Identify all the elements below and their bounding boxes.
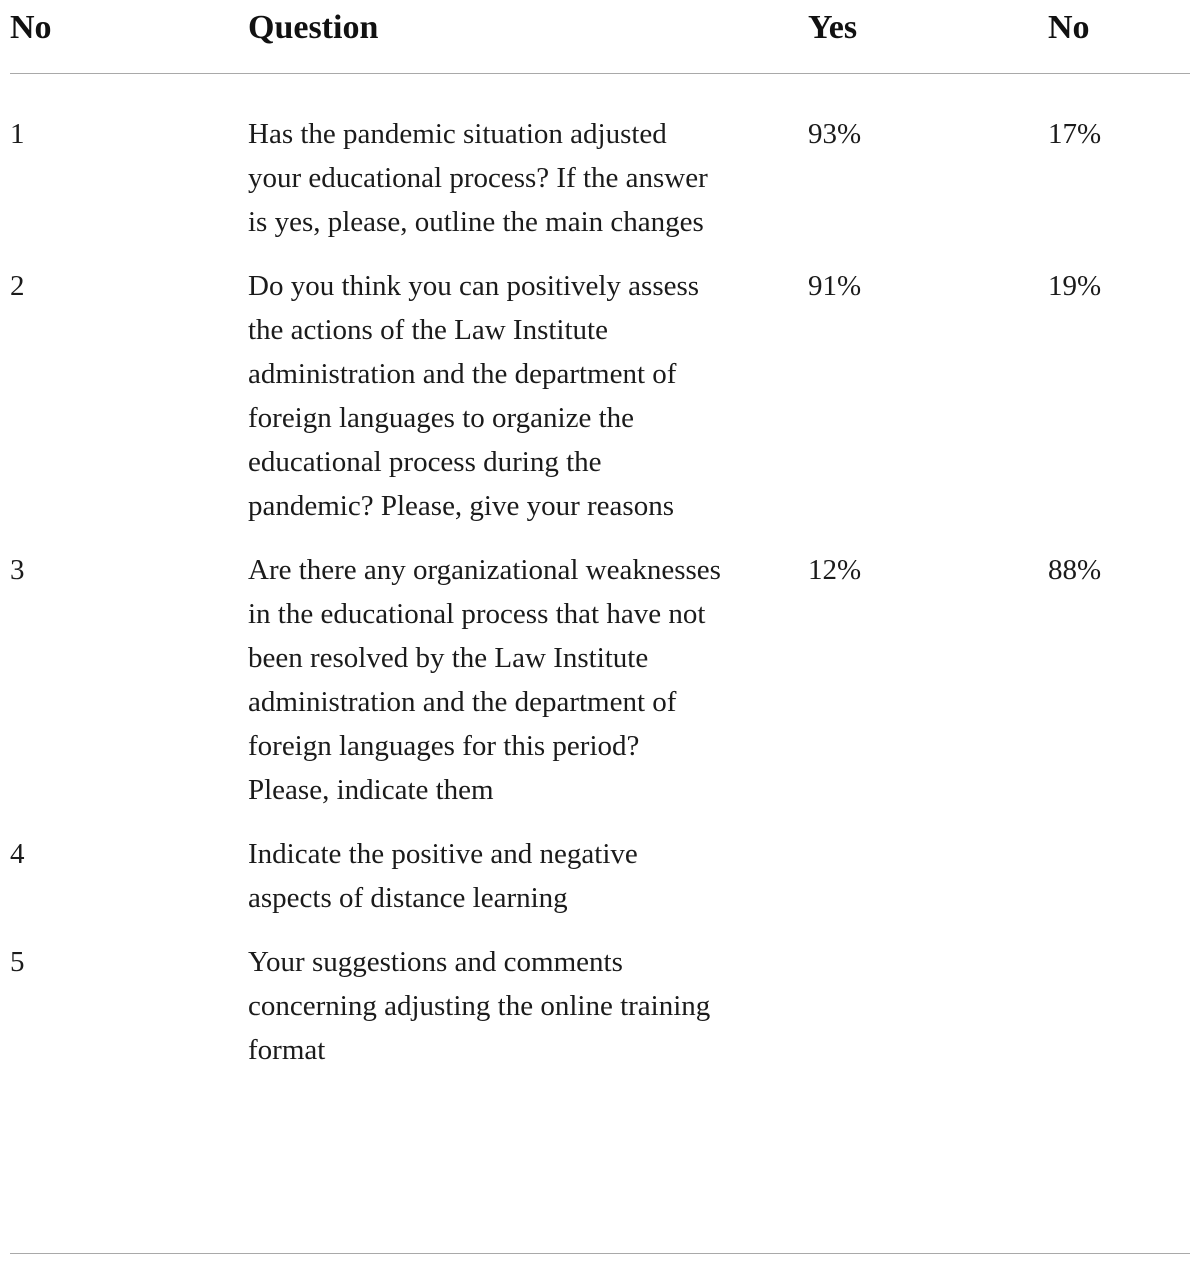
yes-value: 12% — [808, 553, 862, 586]
table-row — [10, 548, 1190, 812]
bottom-divider — [10, 1253, 1190, 1254]
table-footer — [10, 1253, 1190, 1266]
column-header-no: No — [10, 9, 52, 46]
question-text: Has the pandemic situation adjusted your educational process? If the answer is yes, please, outline the main changes — [248, 117, 708, 238]
question-text: Are there any organizational weaknesses in the educational process that have not been resolved by the Law Institute administration and the department of foreign languages for this period? Please, indicate them — [248, 553, 721, 806]
question-text: Do you think you can positively assess the actions of the Law Institute administration and the department of foreign languages to organize the educational process during the pandemic? Please, give your reasons — [248, 269, 700, 522]
table-row — [10, 940, 1190, 1072]
yes-value — [808, 940, 1048, 1072]
no-value: 17% — [1048, 117, 1102, 150]
row-number: 1 — [10, 117, 25, 150]
row-number: 4 — [10, 837, 25, 870]
column-header-yes: Yes — [808, 9, 858, 46]
table-row — [10, 264, 1190, 528]
column-header-question: Question — [248, 9, 379, 46]
question-text: Your suggestions and comments concerning adjusting the online training format — [248, 945, 711, 1066]
yes-value: 93% — [808, 117, 862, 150]
question-text: Indicate the positive and negative aspects of distance learning — [248, 837, 638, 914]
no-value — [1048, 940, 1190, 1072]
table-header-row — [10, 4, 1190, 73]
table-row — [10, 112, 1190, 244]
no-value — [1048, 832, 1190, 920]
no-value: 88% — [1048, 553, 1102, 586]
yes-value: 91% — [808, 269, 862, 302]
row-number: 3 — [10, 553, 25, 586]
row-number: 5 — [10, 945, 25, 978]
table-body — [10, 74, 1190, 1253]
yes-value — [808, 832, 1048, 920]
table-row — [10, 832, 1190, 920]
no-value: 19% — [1048, 269, 1102, 302]
column-header-no-pct: No — [1048, 9, 1090, 46]
row-number: 2 — [10, 269, 25, 302]
